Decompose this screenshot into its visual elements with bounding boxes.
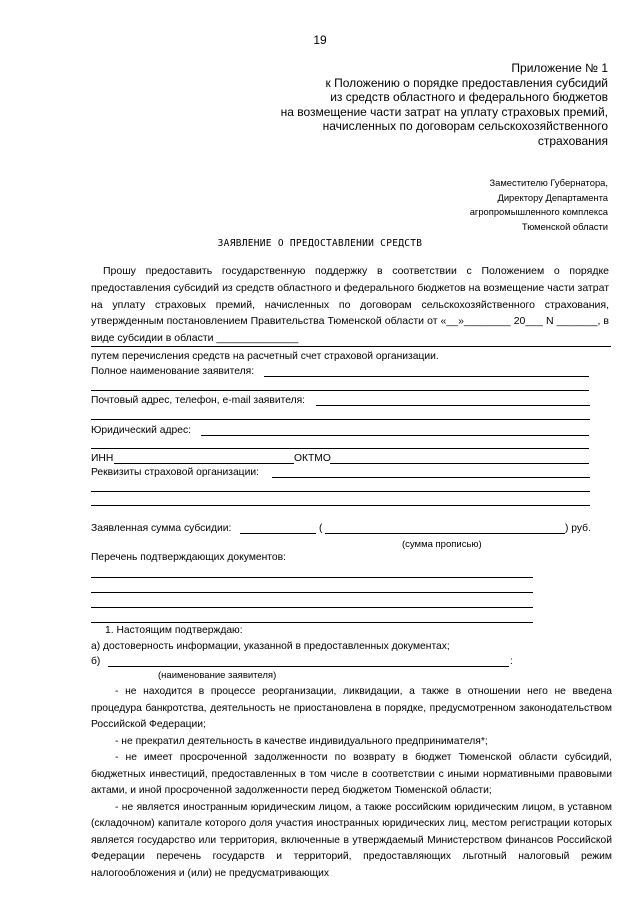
document-title: ЗАЯВЛЕНИЕ О ПРЕДОСТАВЛЕНИИ СРЕДСТВ — [217, 238, 423, 249]
appendix-header — [281, 61, 608, 148]
confirm-bullet: - не является иностранным юридическим лицом, а также российским юридическим лицом, в уставном (складочном) капитале которого доля участия иностранных юридических лиц, местом регистрации которых является государство или территория, включенные в утверждаемый Министерством финансов Российской Федерации перечень государств и территорий, предоставляющих льготный налоговый режим налогообложения и (или) не предусматривающих — [91, 801, 612, 879]
inn-field[interactable] — [114, 463, 294, 464]
amount-open-paren: ( — [319, 523, 323, 534]
full-name-label: Полное наименование заявителя: — [91, 366, 255, 377]
appendix-line: страхования — [537, 133, 608, 148]
request-text: Прошу предоставить государственную поддержку в соответствии с Положением о порядке предоставления субсидий из средств областного и федерального бюджетов на возмещение части затрат на уплату страховых премий, начисленных по договорам сельскохозяйственного страхования, утвержденным постановлением Правительства Тюменской области от «__»________ 20___ N _______, в виде субсидии в области ______________ — [91, 265, 609, 345]
amount-label: Заявленная сумма субсидии: — [91, 523, 232, 534]
addressee-line: агропромышленного комплекса — [469, 206, 608, 217]
appendix-line: начисленных по договорам сельскохозяйственного — [322, 119, 608, 133]
transfer-text: путем перечисления средств на расчетный счет страховой организации. — [91, 351, 439, 362]
amount-words-field[interactable] — [325, 533, 565, 534]
confirm-heading: 1. Настоящим подтверждаю: — [105, 625, 243, 636]
postal-address-label: Почтовый адрес, телефон, e-mail заявителя: — [91, 395, 306, 406]
confirm-item-b: б) — [91, 656, 101, 667]
postal-address-field-cont[interactable] — [91, 419, 590, 420]
amount-words-caption: (сумма прописью) — [402, 539, 482, 550]
inn-label: ИНН — [91, 453, 114, 464]
insurer-details-label: Реквизиты страховой организации: — [91, 467, 259, 478]
amount-currency: ) руб. — [565, 523, 591, 534]
oktmo-field[interactable] — [330, 463, 589, 464]
insurer-details-field-cont[interactable] — [91, 505, 590, 506]
confirm-bullets — [91, 684, 612, 882]
insurer-details-field[interactable] — [272, 477, 590, 478]
legal-address-field[interactable] — [201, 435, 589, 436]
confirm-item-a: а) достоверность информации, указанной в предоставленных документах; — [91, 641, 450, 652]
documents-field[interactable] — [91, 577, 533, 578]
addressee-line: Тюменской области — [521, 220, 608, 232]
legal-address-field-cont[interactable] — [91, 448, 589, 449]
request-paragraph — [91, 263, 609, 347]
documents-field[interactable] — [91, 607, 533, 608]
confirm-item-b-colon: : — [510, 656, 513, 667]
blank-line[interactable] — [91, 346, 611, 347]
confirm-bullet: - не находится в процессе реорганизации, ликвидации, а также в отношении него не введена процедура банкротства, деятельность не приостановлена в порядке, предусмотренном законодательством Российской Федерации; — [91, 686, 612, 730]
appendix-line: из средств областного и федерального бюджетов — [330, 90, 608, 104]
legal-address-label: Юридический адрес: — [91, 425, 191, 436]
addressee-block — [470, 176, 608, 234]
confirm-bullet: - не имеет просроченной задолженности по возврату в бюджет Тюменской области субсидий, бюджетных инвестиций, предоставленных в том числе в соответствии с иными нормативными правовыми актами, и иной просроченной задолженности перед бюджетом Тюменской области; — [91, 752, 612, 796]
appendix-line: на возмещение части затрат на уплату страховых премий, — [280, 104, 608, 119]
insurer-details-field-cont[interactable] — [91, 491, 590, 492]
documents-label: Перечень подтверждающих документов: — [91, 552, 286, 563]
page-number: 19 — [313, 33, 327, 47]
addressee-line: Заместителю Губернатора, — [489, 177, 608, 188]
amount-number-field[interactable] — [240, 533, 316, 534]
postal-address-field[interactable] — [316, 405, 590, 406]
confirm-bullet: - не прекратил деятельность в качестве индивидуального предпринимателя*; — [115, 735, 488, 747]
documents-field[interactable] — [91, 592, 533, 593]
applicant-name-field[interactable] — [108, 666, 509, 667]
oktmo-label: ОКТМО — [294, 453, 331, 464]
addressee-line: Директору Департамента — [497, 191, 608, 203]
full-name-field-cont[interactable] — [91, 390, 589, 391]
appendix-line: Приложение № 1 — [511, 61, 608, 75]
full-name-field[interactable] — [264, 376, 589, 377]
applicant-caption: (наименование заявителя) — [158, 670, 277, 681]
appendix-line: к Положению о порядке предоставления субсидий — [325, 75, 608, 90]
documents-field[interactable] — [91, 622, 533, 623]
